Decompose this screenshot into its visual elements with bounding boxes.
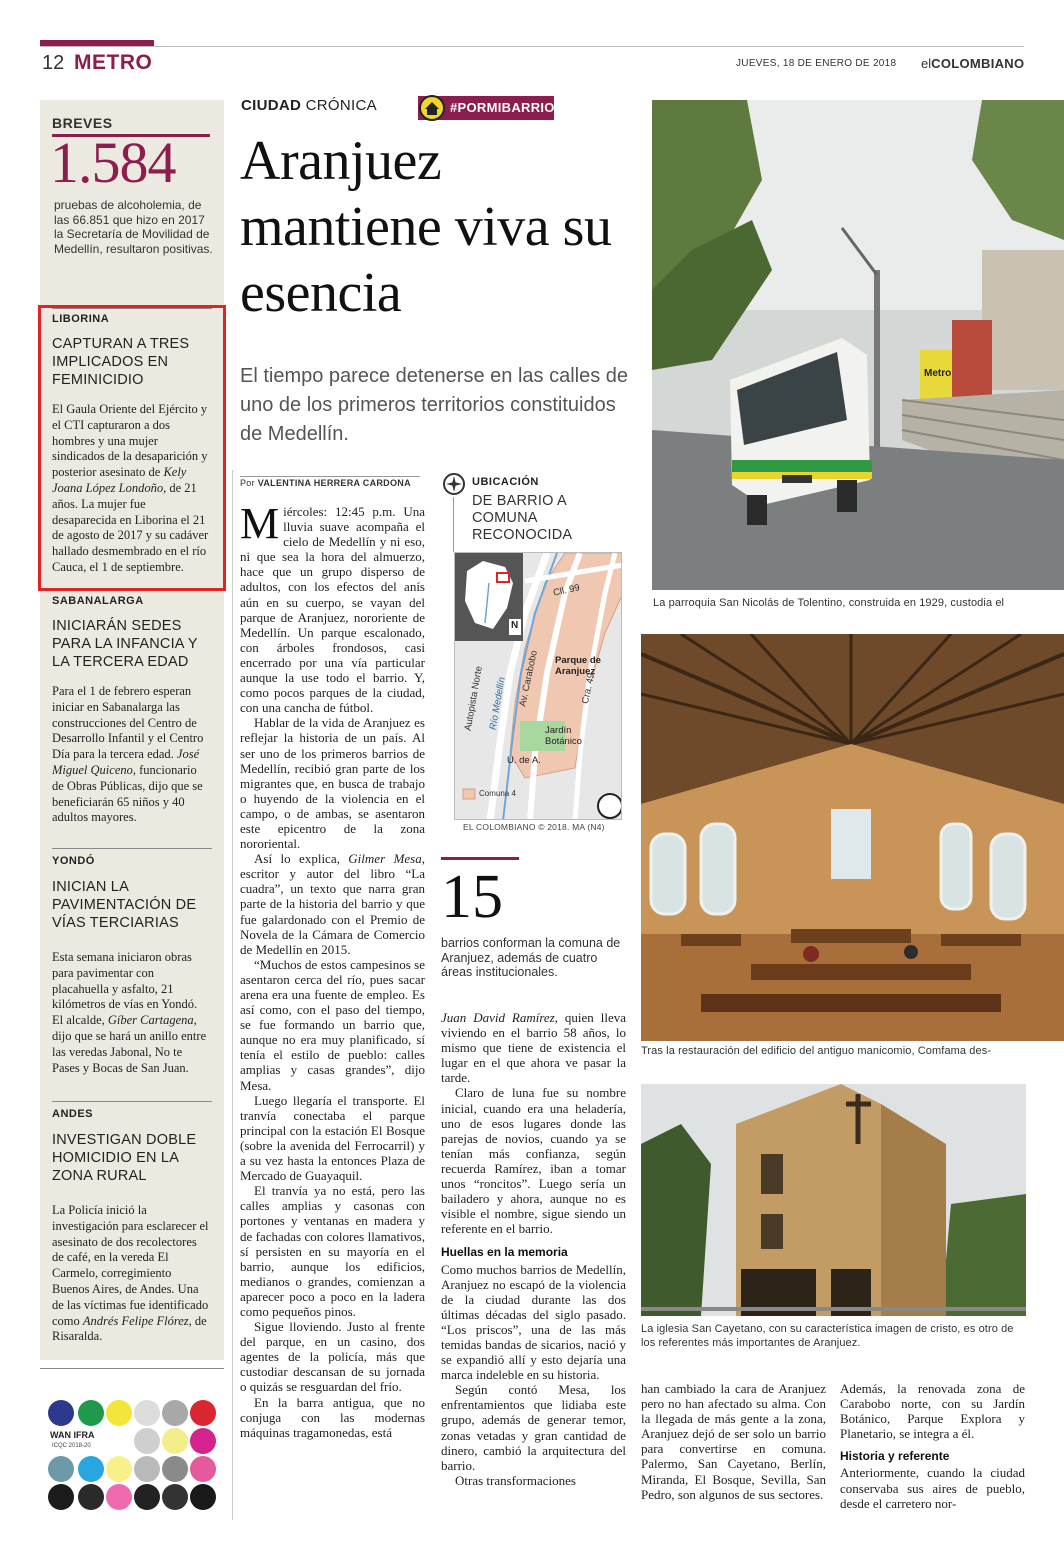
article-column-4 (840, 1381, 1025, 1511)
color-dot (134, 1484, 160, 1510)
subhead: Historia y referente (840, 1449, 950, 1464)
map-street-label: Av. Carabobo (517, 649, 540, 708)
byline-rule (240, 476, 420, 477)
color-dot (48, 1400, 74, 1426)
paragraph: Como muchos barrios de Medellín, Aranjuez no escapó de la violencia de la ciudad durante las dos últimas décadas del siglo pasado. “Los priscos”, una de las más temidas bandas de sicarios, nació y se expandió allí y esto dejaría una marca indeleble en su historia. (441, 1261, 626, 1383)
photo-caption: La iglesia San Cayetano, con su característica imagen de cristo, es otro de los referentes más importantes de Aranjuez. (641, 1323, 1014, 1349)
color-dot (162, 1428, 188, 1454)
paragraph: En la barra antigua, que no conjuga con las modernas máquinas tragamonedas, está (240, 1394, 425, 1440)
article-title: Aranjuez mantiene viva su esencia (240, 130, 612, 324)
kicker-rest: CRÓNICA (301, 97, 377, 114)
brief-headline: INICIAN LA PAVIMENTACIÓN DE VÍAS TERCIARIAS (52, 879, 197, 931)
brief-headline: INICIARÁN SEDES PARA LA INFANCIA Y LA TERCERA EDAD (52, 618, 198, 670)
paragraph: Además, la renovada zona de Carabobo norte, con su Jardín Botánico, Parque Explora y Planetario, se integra a él. (840, 1381, 1025, 1442)
paragraph: Otras transformaciones (455, 1472, 576, 1488)
color-dot (48, 1484, 74, 1510)
compass-icon-svg (445, 475, 463, 493)
brief-body-text: , de 21 años. La mujer fue desaparecida en Liborina el 21 de agosto de 2017 y su cadáver hallado desmembrado en el río Cauca, el 1 de septiembre. (52, 480, 209, 574)
map-street-label: Cll. 99 (552, 582, 581, 599)
paragraph: El tranvía ya no está, pero las calles amplias y casonas con portones y ventanas en madera y de fachadas con colores llamativos, sí persisten en su mayoría en el barrio, aunque los edificios, medianos o grandes, comienzan a aparecer poco a poco en la ladera como pequeños pinos. (240, 1183, 425, 1319)
brief-body-name: Gíber Cartagena (107, 1013, 194, 1028)
photo-caption: La parroquia San Nicolás de Tolentino, construida en 1929, custodia el (653, 597, 1005, 609)
paragraph: Claro de luna fue su nombre inicial, cuando era una heladería, uno de esos lugares donde las parejas de novios, cuando ya se tenían más confianza, según recuerda Ramírez, iban a tomar unos “roncitos”. Luego sería un bailadero y ahora, aunque no es visible el nombre, sigue siendo un referente en el barrio. (441, 1085, 626, 1237)
house-icon-svg (421, 97, 443, 119)
photo-parish-bus (652, 100, 1064, 590)
brief-body-text: , de Risaralda. (52, 1313, 207, 1344)
photo-church-svg (641, 1084, 1026, 1316)
paragraph-text: Así lo explica, (254, 851, 349, 867)
brief-location: ANDES (52, 1108, 94, 1120)
highlight-box (38, 305, 226, 591)
paragraph: Sigue lloviendo. Justo al frente del parque, en un casino, dos agentes de la policía, más que custodiar descansan de su jornada o quizás se resguardan del frío. (240, 1319, 425, 1395)
house-icon (419, 95, 445, 121)
color-dot (190, 1456, 216, 1482)
map-north-label: N (511, 620, 519, 631)
paragraph: Según contó Mesa, los enfrentamientos que lidiaba este grupo, además de generar temor, zonas vetadas y gran cantidad de dinero, cambió la arquitectura del barrio. (441, 1382, 626, 1473)
photo-library-svg (641, 634, 1064, 1041)
brief-body (52, 950, 210, 1076)
column-divider (232, 470, 233, 1520)
icqc-code: ICQC 2018-20 (52, 1443, 91, 1449)
header-rule (40, 46, 1024, 47)
article-column-2 (441, 1010, 626, 1488)
brief-location: SABANALARGA (52, 595, 144, 607)
color-dot (134, 1400, 160, 1426)
brief-headline: CAPTURAN A TRES IMPLICADOS EN FEMINICIDIO (52, 336, 190, 388)
map-label-line (453, 497, 454, 552)
color-dot (48, 1456, 74, 1482)
brief-body-text: Esta semana iniciaron obras para pavimentar con placahuella y asfalto, 21 kilómetros de vías en Yondó. El alcalde, (52, 950, 198, 1028)
color-dot (78, 1484, 104, 1510)
compass-icon (443, 473, 465, 495)
paragraph (441, 1010, 626, 1085)
photo-church-san-cayetano (641, 1084, 1026, 1316)
paragraph-text: , escritor y autor del libro “La cuadra”, un texto que narra gran parte de la historia del barrio y que fue galardonado con el Premio de Novela de la Cámara de Comercio de Medellín en 2015. (240, 851, 425, 957)
masthead (921, 56, 1024, 71)
page-number: 12 (42, 52, 65, 74)
map-credit: EL COLOMBIANO © 2018. MA (N4) (463, 822, 605, 832)
map-title: DE BARRIO A COMUNA RECONOCIDA (472, 493, 573, 543)
colorbar-rule (40, 1368, 224, 1369)
map-legend: Comuna 4 (479, 789, 516, 798)
paragraph-text: , quien lleva viviendo en el barrio 58 años, lo mismo que tiene de existencia el lugar en el que ahora ve pasar la tarde. (441, 1010, 626, 1086)
breves-label: BREVES (52, 115, 113, 131)
header-date: JUEVES, 18 DE ENERO DE 2018 (736, 58, 897, 69)
color-dot (162, 1484, 188, 1510)
paragraph: Luego llegaría el transporte. El tranvía conectaba el parque principal con la estación El Bosque (sobre la avenida del Ferrocarril) y a su vez hasta la entonces Plaza de Mercado de Guayaquil. (240, 1092, 425, 1184)
photo-parish-bus-svg (652, 100, 1064, 590)
color-dot (162, 1456, 188, 1482)
paragraph (240, 851, 425, 957)
paragraph: “Muchos de estos campesinos se asentaron cerca del río, pues sacar arena era una fuente de empleo. Es así como, con el paso del tiempo, se fue formando un barrio que, aunque no era muy planificado, sí tenía el estilo de pueblo: calles amplias y casas grandes”, dijo Mesa. (240, 956, 425, 1093)
byline-prefix: Por (240, 478, 258, 488)
locator-map (454, 552, 622, 820)
brief-body-text: , dijo que se hará un anillo entre las veredas Jabonal, No te Pases y Bocas de San Juan. (52, 1013, 207, 1075)
stat-number: 15 (441, 863, 503, 931)
color-dot (106, 1456, 132, 1482)
paragraph: Hablar de la vida de Aranjuez es reflejar la historia de un país. Al ser uno de los primeros barrios de Medellín, recibió gran parte de los migrantes que, en busca de trabajo o huyendo de la violencia en el campo, o de ambas, se asentaron este epicentro de la zona nororiental. (240, 715, 425, 852)
map-place-jardin: Jardín Botánico (545, 725, 582, 747)
paragraph: han cambiado la cara de Aranjuez pero no han afectado su alma. Con la llegada de más gente a la zona, Aranjuez dejó de ser solo un barrio para convertirse en comuna. Palermo, San Cayetano, Berlín, Miranda, El Bosque, Sevilla, San Pedro, son algunos de sus sectores. (641, 1381, 826, 1502)
map-place-uda: U. de A. (507, 755, 541, 766)
big-number: 1.584 (50, 130, 176, 195)
dropcap: M (240, 499, 280, 548)
paragraph: Anteriormente, cuando la ciudad conservaba sus aires de pueblo, desde el carretero nor- (840, 1465, 1025, 1511)
wan-ifra-logo: WAN IFRA (50, 1430, 95, 1440)
article-deck: El tiempo parece detenerse en las calles de uno de los primeros territorios constituidos de Medellín. (240, 365, 629, 445)
masthead-prefix: el (921, 56, 932, 71)
person-name: Gilmer Mesa (348, 851, 422, 867)
stat-rule (441, 857, 519, 860)
color-dot (190, 1400, 216, 1426)
hashtag-text: #PORMIBARRIO (450, 100, 555, 115)
color-dot (78, 1456, 104, 1482)
brief-body (52, 684, 210, 826)
brief-body-text: La Policía inició la investigación para esclarecer el asesinato de dos recolectores de café, en la vereda El Carmelo, corregimiento Buenos Aires, de Andes. Una de las víctimas fue identificado como (52, 1203, 209, 1328)
brief-rule (52, 1101, 212, 1102)
color-dot (134, 1456, 160, 1482)
article-column-3 (641, 1381, 826, 1502)
color-dot (106, 1484, 132, 1510)
color-dot (78, 1400, 104, 1426)
kicker-bold: CIUDAD (241, 97, 302, 114)
map-place-parque: Parque de Aranjuez (555, 655, 601, 677)
brief-body-name: Andrés Felipe Flórez (82, 1313, 189, 1328)
person-name: Juan David Ramírez (441, 1010, 555, 1025)
color-dot (190, 1484, 216, 1510)
brief-headline: INVESTIGAN DOBLE HOMICIDIO EN LA ZONA RURAL (52, 1132, 197, 1184)
color-dot (106, 1400, 132, 1426)
brief-location: LIBORINA (52, 313, 110, 325)
map-street-label: Autopista Norte (462, 665, 485, 732)
byline-author: VALENTINA HERRERA CARDONA (257, 478, 411, 488)
brief-body (52, 1203, 210, 1345)
paragraph: iércoles: 12:45 p.m. Una lluvia suave acompaña el cielo de Medellín y ni eso, ni que sea la hora del almuerzo, hace que un grupo disperso de adultos, con los efectos del anís aún en su cuerpo, se vayan del parque de Aranjuez, nororiente de Medellín. Un parque escalonado, con árboles frondosos, casi encerrado por una vía particular aunque la use todo el barrio. Y, como pocos parques de la ciudad, con una cancha de fútbol. (240, 504, 425, 716)
brief-location: YONDÓ (52, 855, 95, 867)
brief-body-text: El Gaula Oriente del Ejército y el CTI capturaron a dos hombres y una mujer sindicados de la desaparición y posterior asesinato de (52, 402, 208, 480)
color-dot (162, 1400, 188, 1426)
brief-body-name: José Miguel Quiceno (52, 747, 200, 777)
bus-sign: Metro (924, 368, 952, 379)
brief-body-text: , funcionario de Obras Públicas, dijo que se beneficiarán 65 niños y 40 adultos mayores. (52, 762, 203, 825)
color-dot (134, 1428, 160, 1454)
brief-body-name: Kely Joana López Londoño (52, 465, 187, 495)
map-street-label: Cra. 49 (579, 672, 598, 705)
kicker (241, 97, 377, 114)
subhead: Huellas en la memoria (441, 1245, 568, 1260)
map-river-label: Río Medellín (487, 676, 508, 731)
photo-caption: Tras la restauración del edificio del antiguo manicomio, Comfama des- (641, 1045, 992, 1057)
section-name: METRO (74, 51, 153, 74)
article-column-1 (240, 499, 425, 1440)
byline (240, 478, 411, 488)
photo-library-interior (641, 634, 1064, 1041)
stat-text: barrios conforman la comuna de Aranjuez, además de cuatro áreas institucionales. (441, 936, 621, 979)
brief-body-text: Para el 1 de febrero esperan iniciar en Sabanalarga las construcciones del Centro de Desarrollo Infantil y el Centro Día para la tercera edad. (52, 684, 204, 762)
big-number-text: pruebas de alcoholemia, de las 66.851 que hizo en 2017 la Secretaría de Movilidad de Medellín, resultaron positivas. (54, 198, 213, 256)
brief-rule (52, 848, 212, 849)
masthead-name: COLOMBIANO (931, 56, 1025, 71)
color-dot (190, 1428, 216, 1454)
map-label: UBICACIÓN (472, 476, 539, 488)
